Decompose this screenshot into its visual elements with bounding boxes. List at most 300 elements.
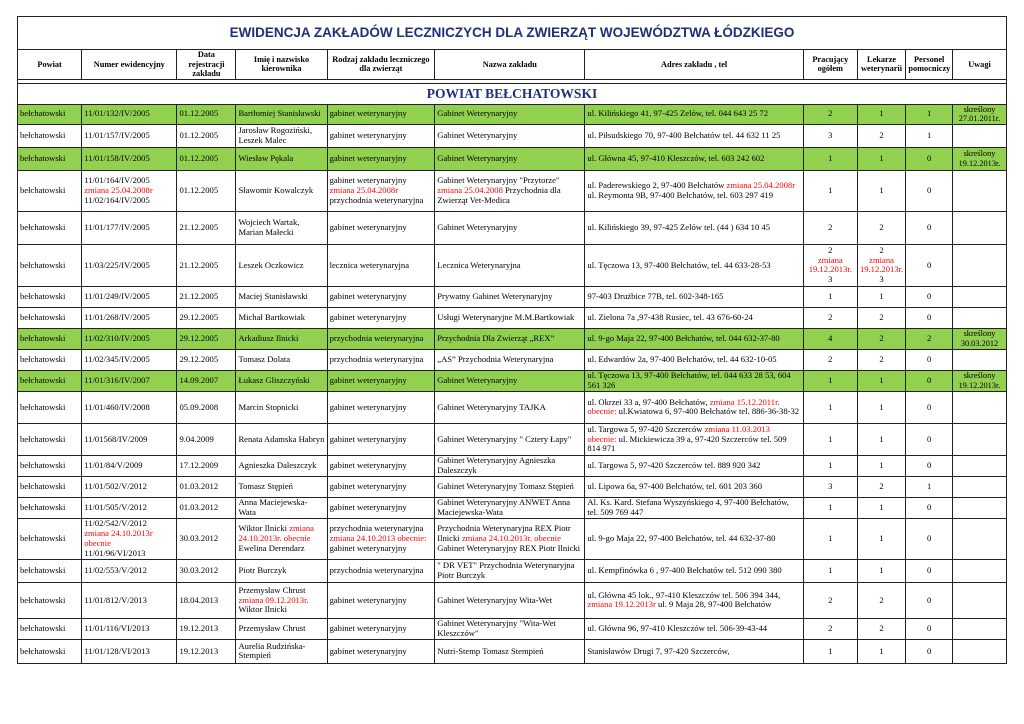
cell-uwagi [952,211,1006,244]
data-text: 21.12.2005 [179,259,219,270]
powiat-text: bełchatowski [20,645,66,656]
cell-pracujacy [803,104,857,124]
cell-numer [82,307,177,328]
numer-text: 11/01/158/IV/2005 [84,153,150,164]
rodzaj-text: lecznica weterynaryjna [329,259,410,270]
numer-text: 11/02/553/V/2012 [84,565,147,576]
imie-text: Maciej Stanisławski [238,291,308,302]
cell-data [177,559,236,582]
cell-adres [585,147,803,170]
cell-pracujacy [803,582,857,618]
data-text: 29.12.2005 [179,354,219,365]
personel-text: 0 [927,312,932,323]
cell-nazwa [435,244,585,286]
cell-pracujacy [803,349,857,370]
cell-imie [236,244,327,286]
cell-nazwa [435,391,585,423]
table-row [18,582,1007,618]
cell-pracujacy [803,618,857,639]
cell-pracujacy [803,328,857,349]
adres-text: ul. Piłsudskiego 70, 97-400 Bełchatów tel. 44 632 11 25 [587,130,781,141]
cell-uwagi [952,124,1006,147]
numer-new: 11/02/164/IV/2005 [84,194,150,205]
nazwa-text: Nutri-Stemp Tomasz Stempień [437,645,544,656]
cell-personel [906,349,953,370]
cell-adres [585,170,803,211]
cell-powiat [18,307,82,328]
cell-uwagi [952,455,1006,476]
cell-uwagi [952,497,1006,518]
data-text: 21.12.2005 [179,222,219,233]
cell-personel [906,307,953,328]
cell-rodzaj [327,147,435,170]
adres-text: ul. Targowa 5, 97-420 Szczerców tel. 889 920 342 [587,460,761,471]
adres-text: ul. Tęczowa 13, 97-400 Bełchatów, tel. 044 633 28 53, 604 561 326 [587,370,791,390]
cell-rodzaj [327,423,435,455]
cell-lekarze [857,518,906,559]
cell-uwagi [952,518,1006,559]
cell-uwagi [952,147,1006,170]
cell-nazwa [435,582,585,618]
adres-text: ul. 9-go Maja 22, 97-400 Bełchatów, tel. 44 632-37-80 [587,533,776,544]
cell-adres [585,582,803,618]
pracujacy-text: 1 [828,153,833,164]
cell-personel [906,455,953,476]
imie-new: Ewelina Derendarz [238,542,305,553]
cell-adres [585,497,803,518]
pracujacy-text: 3 [828,130,833,141]
cell-rodzaj [327,455,435,476]
numer-text: 11/01/132/IV/2005 [84,108,150,119]
adres-text: ul. Edwardów 2a, 97-400 Bełchatów, tel. 44 632-10-05 [587,354,777,365]
personel-text: 0 [927,433,932,444]
col-header-imie: Imię i nazwisko kierownika [236,50,327,80]
pracujacy-text: 1 [828,460,833,471]
adres-text: ul. Kilińskiego 39, 97-425 Zelów tel. (44 ) 634 10 45 [587,222,770,233]
cell-powiat [18,639,82,663]
cell-data [177,618,236,639]
personel-text: 0 [927,594,932,605]
col-header-nazwa: Nazwa zakładu [435,50,585,80]
cell-pracujacy [803,559,857,582]
cell-uwagi [952,349,1006,370]
personel-text: 0 [927,185,932,196]
cell-data [177,124,236,147]
adres-text: ul. 9-go Maja 22, 97-400 Bełchatów, tel. 044 632-37-80 [587,333,780,344]
cell-personel [906,476,953,497]
cell-rodzaj [327,497,435,518]
lekarze-change-note: zmiana 19.12.2013r. [859,254,904,275]
nazwa-text: Prywatny Gabinet Weterynaryjny [437,291,553,302]
lekarze-text: 1 [879,291,884,302]
cell-numer [82,244,177,286]
data-text: 29.12.2005 [179,312,219,323]
adres-change-note: zmiana 11.03.2013 obecnie: [587,423,770,444]
cell-uwagi [952,559,1006,582]
lekarze-old: 2 [879,244,884,255]
cell-nazwa [435,497,585,518]
cell-adres [585,391,803,423]
col-header-adres: Adres zakładu , tel [585,50,803,80]
cell-adres [585,349,803,370]
rodzaj-text: gabinet weterynaryjny [329,481,407,492]
cell-powiat [18,124,82,147]
cell-personel [906,328,953,349]
cell-imie [236,497,327,518]
data-text: 01.03.2012 [179,481,219,492]
adres-change-date: 15.12.2011r. obecnie: [587,396,780,417]
uwagi-text: skreślony 27.01.2011r. [958,104,1001,124]
cell-nazwa [435,559,585,582]
imie-text: Marcin Stopnicki [238,401,299,412]
adres-text: ul. Kilińskiego 41, 97-425 Zelów, tel. 044 643 25 72 [587,108,769,119]
pracujacy-text: 1 [828,433,833,444]
data-text: 14.09.2007 [179,375,219,386]
imie-text: Piotr Burczyk [238,565,287,576]
cell-numer [82,518,177,559]
powiat-text: bełchatowski [20,433,66,444]
cell-personel [906,391,953,423]
imie-old: Wiktor Ilnicki [238,523,290,534]
nazwa-text: Gabinet Weterynaryjny TAJKA [437,401,546,412]
cell-lekarze [857,328,906,349]
personel-text: 0 [927,401,932,412]
numer-old: 11/02/542/V/2012 [84,518,147,529]
cell-numer [82,423,177,455]
cell-numer [82,497,177,518]
nazwa-text: Gabinet Weterynaryjny Agnieszka Daleszczyk [437,455,556,475]
cell-rodzaj [327,170,435,211]
cell-nazwa [435,124,585,147]
rodzaj-text: gabinet weterynaryjny [329,502,407,513]
cell-uwagi [952,244,1006,286]
nazwa-text: Gabinet Weterynaryjny [437,130,518,141]
cell-personel [906,286,953,307]
numer-text: 11/01568/IV/2009 [84,433,148,444]
data-text: 9.04.2009 [179,433,214,444]
cell-numer [82,328,177,349]
cell-lekarze [857,639,906,663]
cell-powiat [18,582,82,618]
cell-pracujacy [803,286,857,307]
cell-pracujacy [803,518,857,559]
cell-rodzaj [327,582,435,618]
cell-nazwa [435,328,585,349]
cell-rodzaj [327,618,435,639]
rodzaj-new: gabinet weterynaryjny [329,542,407,553]
cell-imie [236,423,327,455]
rodzaj-text: gabinet weterynaryjny [329,130,407,141]
cell-data [177,391,236,423]
cell-lekarze [857,455,906,476]
cell-lekarze [857,286,906,307]
cell-adres [585,559,803,582]
cell-personel [906,147,953,170]
cell-imie [236,559,327,582]
rodzaj-change-note: zmiana 24.10.2013 obecnie: [329,533,427,544]
cell-imie [236,639,327,663]
nazwa-change-note: zmiana 25.04.2008 [437,185,506,196]
cell-adres [585,618,803,639]
powiat-text: bełchatowski [20,594,66,605]
cell-lekarze [857,391,906,423]
adres-new: ul. Reymonta 9B, 97-400 Bełchatów, tel. 603 297 419 [587,189,774,200]
cell-data [177,370,236,391]
cell-pracujacy [803,370,857,391]
cell-numer [82,147,177,170]
nazwa-text: Gabinet Weterynaryjny " Cztery Łapy" [437,433,572,444]
cell-rodzaj [327,518,435,559]
adres-text: 97-403 Drużbice 77B, tel. 602-348-165 [587,291,724,302]
cell-uwagi [952,391,1006,423]
imie-text: Jarosław Rogoziński, Leszek Malec [238,125,312,145]
cell-imie [236,211,327,244]
lekarze-text: 1 [879,401,884,412]
cell-powiat [18,147,82,170]
rodzaj-old: przychodnia weterynaryjna [329,523,424,534]
lekarze-text: 2 [879,481,884,492]
table-row [18,559,1007,582]
pracujacy-text: 1 [828,401,833,412]
cell-data [177,307,236,328]
data-text: 17.12.2009 [179,460,219,471]
personel-text: 0 [927,153,932,164]
data-text: 30.03.2012 [179,565,219,576]
pracujacy-text: 2 [828,623,833,634]
lekarze-new: 3 [879,274,884,285]
nazwa-text: Przychodnia Dla Zwierząt „REX” [437,333,555,344]
rodzaj-text: gabinet weterynaryjny [329,460,407,471]
cell-uwagi [952,582,1006,618]
lekarze-text: 1 [879,153,884,164]
col-header-personel: Personel pomocniczy [906,50,953,80]
cell-uwagi [952,618,1006,639]
powiat-text: bełchatowski [20,460,66,471]
imie-text: Wojciech Wartak, Marian Małecki [238,217,300,237]
numer-old: 11/01/164/IV/2005 [84,175,150,186]
cell-adres [585,307,803,328]
pracujacy-text: 2 [828,222,833,233]
cell-pracujacy [803,497,857,518]
cell-pracujacy [803,211,857,244]
pracujacy-text: 2 [828,108,833,119]
pracujacy-text: 1 [828,185,833,196]
table-row [18,124,1007,147]
nazwa-text: Usługi Weterynaryjne M.M.Bartkowiak [437,312,575,323]
data-text: 01.03.2012 [179,502,219,513]
lekarze-text: 1 [879,460,884,471]
table-row [18,211,1007,244]
cell-imie [236,391,327,423]
data-text: 01.12.2005 [179,130,219,141]
uwagi-text: skreślony 19.12.2013r. [958,149,1001,168]
lekarze-text: 2 [879,594,884,605]
table-row [18,307,1007,328]
cell-numer [82,582,177,618]
nazwa-old: Gabinet Weterynaryjny "Przytorze" [437,175,560,186]
cell-imie [236,104,327,124]
powiat-text: bełchatowski [20,401,66,412]
lekarze-text: 1 [879,433,884,444]
numer-change-note: zmiana 25.04.2008r [84,185,153,196]
cell-numer [82,455,177,476]
nazwa-text: Gabinet Weterynaryjny [437,375,518,386]
cell-imie [236,455,327,476]
nazwa-text: Gabinet Weterynaryjny [437,108,518,119]
cell-data [177,476,236,497]
powiat-text: bełchatowski [20,312,66,323]
imie-text: Michał Bartkowiak [238,312,306,323]
cell-pracujacy [803,455,857,476]
col-header-powiat: Powiat [18,50,82,80]
cell-lekarze [857,497,906,518]
lekarze-text: 1 [879,185,884,196]
cell-data [177,170,236,211]
data-text: 19.12.2013 [179,623,219,634]
cell-numer [82,476,177,497]
cell-adres [585,328,803,349]
cell-uwagi [952,104,1006,124]
cell-rodzaj [327,124,435,147]
pracujacy-text: 2 [828,354,833,365]
cell-adres [585,476,803,497]
cell-powiat [18,497,82,518]
adres-text: ul. Tęczowa 13, 97-400 Bełchatów, tel. 44 633-28-53 [587,259,771,270]
imie-text: Przemysław Chrust [238,623,306,634]
numer-text: 11/01/812/V/2013 [84,594,147,605]
cell-personel [906,618,953,639]
numer-text: 11/01/116/VI/2013 [84,623,150,634]
cell-data [177,349,236,370]
col-header-numer: Numer ewidencyjny [82,50,177,80]
rodzaj-text: przychodnia weterynaryjna [329,565,424,576]
cell-adres [585,423,803,455]
cell-personel [906,211,953,244]
cell-lekarze [857,370,906,391]
rodzaj-text: gabinet weterynaryjny [329,623,407,634]
data-text: 01.12.2005 [179,153,219,164]
cell-data [177,639,236,663]
rodzaj-text: gabinet weterynaryjny [329,375,407,386]
header-row [18,50,1007,80]
numer-text: 11/01/84/V/2009 [84,460,143,471]
adres-change-note: zmiana [726,180,754,191]
adres-text: ul. Lipowa 6a, 97-400 Bełchatów, tel. 601 203 360 [587,481,763,492]
personel-text: 0 [927,623,932,634]
rodzaj-text: gabinet weterynaryjny [329,291,407,302]
pracujacy-text: 1 [828,565,833,576]
cell-nazwa [435,307,585,328]
cell-lekarze [857,476,906,497]
numer-change-note: zmiana 24.10.2013r obecnie [84,528,153,548]
rodzaj-text: gabinet weterynaryjny [329,401,407,412]
adres-old: ul. Targowa 5, 97-420 Szczerców [587,423,705,434]
lekarze-text: 1 [879,502,884,513]
personel-text: 0 [927,291,932,302]
cell-uwagi [952,328,1006,349]
imie-text: Bartłomiej Stanisławski [238,108,321,119]
cell-imie [236,170,327,211]
adres-text: Al. Ks. Kard. Stefana Wyszyńskiego 4, 97-400 Bełchatów, tel. 509 769 447 [587,497,790,517]
rodzaj-text: gabinet weterynaryjny [329,108,407,119]
imie-text: Sławomir Kowalczyk [238,185,314,196]
data-text: 01.12.2005 [179,185,219,196]
cell-rodzaj [327,104,435,124]
numer-new: 11/01/96/VI/2013 [84,547,146,558]
powiat-text: bełchatowski [20,333,66,344]
lekarze-text: 1 [879,645,884,656]
pracujacy-text: 1 [828,533,833,544]
registry-sheet [17,16,1007,664]
cell-uwagi [952,307,1006,328]
cell-personel [906,244,953,286]
cell-numer [82,370,177,391]
cell-personel [906,639,953,663]
lekarze-text: 1 [879,375,884,386]
cell-uwagi [952,476,1006,497]
uwagi-text: skreślony 19.12.2013r. [958,371,1001,390]
nazwa-text: " DR VET" Przychodnia Weterynaryjna Piotr Burczyk [437,560,575,580]
lekarze-text: 2 [879,222,884,233]
pracujacy-text: 3 [828,481,833,492]
lekarze-text: 2 [879,130,884,141]
imie-text: Leszek Oczkowicz [238,259,304,270]
powiat-text: bełchatowski [20,259,66,270]
nazwa-old: Przychodnia Weterynaryjna REX Piotr Ilnicki [437,523,571,544]
rodzaj-text: gabinet weterynaryjny [329,153,407,164]
cell-adres [585,455,803,476]
personel-text: 0 [927,565,932,576]
cell-adres [585,639,803,663]
powiat-text: bełchatowski [20,130,66,141]
cell-imie [236,147,327,170]
cell-powiat [18,370,82,391]
lekarze-text: 1 [879,108,884,119]
cell-pracujacy [803,244,857,286]
nazwa-text: Gabinet Weterynaryjny [437,153,518,164]
personel-text: 0 [927,460,932,471]
cell-powiat [18,476,82,497]
uwagi-text: skreślony 30.03.2012 [960,329,999,348]
adres-text: ul. Kempfinówka 6 , 97-400 Bełchatów tel. 512 090 380 [587,565,782,576]
personel-text: 1 [927,108,932,119]
table-row [18,618,1007,639]
cell-rodzaj [327,244,435,286]
cell-numer [82,170,177,211]
powiat-text: bełchatowski [20,354,66,365]
cell-numer [82,349,177,370]
cell-personel [906,104,953,124]
cell-lekarze [857,124,906,147]
table-row [18,639,1007,663]
personel-text: 0 [927,502,932,513]
cell-powiat [18,391,82,423]
powiat-text: bełchatowski [20,533,66,544]
cell-imie [236,307,327,328]
cell-powiat [18,455,82,476]
nazwa-text: „AS” Przychodnia Weterynaryjna [437,354,554,365]
rodzaj-text: przychodnia weterynaryjna [329,333,424,344]
personel-text: 0 [927,259,932,270]
cell-lekarze [857,307,906,328]
numer-text: 11/01/316/IV/2007 [84,375,150,386]
imie-text: Wiesław Pękala [238,153,294,164]
pracujacy-text: 1 [828,291,833,302]
cell-data [177,147,236,170]
powiat-text: bełchatowski [20,375,66,386]
col-header-uwagi: Uwagi [952,50,1006,80]
cell-numer [82,124,177,147]
